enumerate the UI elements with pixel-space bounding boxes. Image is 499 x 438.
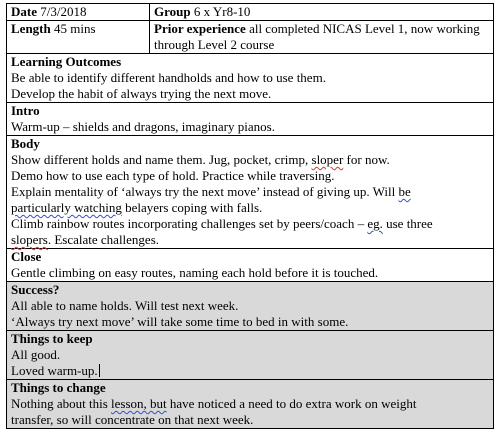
things-to-change-line: [11, 396, 489, 412]
spelling-flag-slopers[interactable]: slopers: [11, 232, 48, 247]
intro-row: [7, 103, 494, 136]
group-cell[interactable]: [150, 4, 494, 21]
close-row: [7, 249, 494, 282]
learning-outcome-item: Be able to identify different handholds and how to use them.: [11, 70, 326, 85]
things-to-change-cell[interactable]: [7, 380, 494, 429]
things-to-change-heading: Things to change: [11, 380, 106, 395]
things-to-keep-line-with-caret: [11, 363, 489, 379]
things-to-keep-line: Loved warm-up.: [11, 363, 98, 378]
close-cell[interactable]: [7, 249, 494, 282]
grammar-flag-lesson-but[interactable]: lesson, but: [111, 396, 167, 411]
change-text: have noticed a need to do extra work on weight: [166, 396, 417, 411]
date-label: Date: [11, 4, 37, 19]
change-text: Nothing about this: [11, 396, 112, 411]
intro-heading: Intro: [11, 103, 40, 118]
body-line-escalate: [11, 232, 489, 248]
success-heading: Success?: [11, 282, 60, 297]
body-line-rainbow: [11, 216, 489, 232]
body-cell[interactable]: [7, 136, 494, 249]
learning-outcomes-heading: Learning Outcomes: [11, 54, 122, 69]
lesson-plan-table: [6, 3, 494, 429]
body-text: belayers coping with falls.: [121, 200, 263, 215]
learning-outcomes-cell[interactable]: [7, 54, 494, 103]
body-text: . Escalate challenges.: [47, 232, 160, 247]
grammar-flag-eg[interactable]: eg.: [367, 216, 383, 231]
things-to-change-line: transfer, so will concentrate on that next week.: [11, 412, 254, 427]
intro-text: Warm-up – shields and dragons, imaginary pianos.: [11, 119, 275, 134]
body-text: Explain mentality of ‘always try the next move’ instead of giving up. Will: [11, 184, 399, 199]
intro-cell[interactable]: [7, 103, 494, 136]
body-heading: Body: [11, 136, 40, 151]
prior-experience-cell[interactable]: [150, 21, 494, 54]
length-value: 45 mins: [53, 21, 96, 36]
prior-experience-value: all completed NICAS Level 1, now working through Level 2 course: [154, 21, 480, 52]
date-value: 7/3/2018: [40, 4, 87, 19]
body-line-belayers: [11, 200, 489, 216]
length-cell[interactable]: [7, 21, 150, 54]
body-text: use three: [382, 216, 433, 231]
body-text: for now.: [343, 152, 390, 167]
grammar-flag-be[interactable]: be: [398, 184, 411, 199]
things-to-keep-cell[interactable]: [7, 331, 494, 380]
success-line: ‘Always try next move’ will take some time to bed in with some.: [11, 314, 349, 329]
things-to-keep-heading: Things to keep: [11, 331, 93, 346]
body-text: Climb rainbow routes incorporating challenges set by peers/coach –: [11, 216, 368, 231]
body-text: Show different holds and name them. Jug, pocket, crimp,: [11, 152, 312, 167]
learning-outcome-item: Develop the habit of always trying the next move.: [11, 86, 272, 101]
group-label: Group: [154, 4, 191, 19]
success-line: All able to name holds. Will test next week.: [11, 298, 239, 313]
success-row: [7, 282, 494, 331]
body-line-holds: [11, 152, 489, 168]
date-group-row: [7, 4, 494, 21]
learning-outcomes-row: [7, 54, 494, 103]
body-line-mentality: [11, 184, 489, 200]
success-cell[interactable]: [7, 282, 494, 331]
prior-experience-label: Prior experience: [154, 21, 246, 36]
spelling-flag-sloper[interactable]: sloper: [311, 152, 344, 167]
length-label: Length: [11, 21, 51, 36]
things-to-keep-line: All good.: [11, 347, 61, 362]
things-to-change-row: [7, 380, 494, 429]
close-text: Gentle climbing on easy routes, naming each hold before it is touched.: [11, 265, 379, 280]
group-value: 6 x Yr8-10: [193, 4, 251, 19]
grammar-flag-particularly-watching[interactable]: particularly watching: [11, 200, 122, 215]
things-to-keep-row: [7, 331, 494, 380]
body-line-demo: Demo how to use each type of hold. Practice while traversing.: [11, 168, 335, 183]
body-row: [7, 136, 494, 249]
date-cell[interactable]: [7, 4, 150, 21]
length-prior-row: [7, 21, 494, 54]
close-heading: Close: [11, 249, 42, 264]
text-cursor: [99, 364, 100, 377]
